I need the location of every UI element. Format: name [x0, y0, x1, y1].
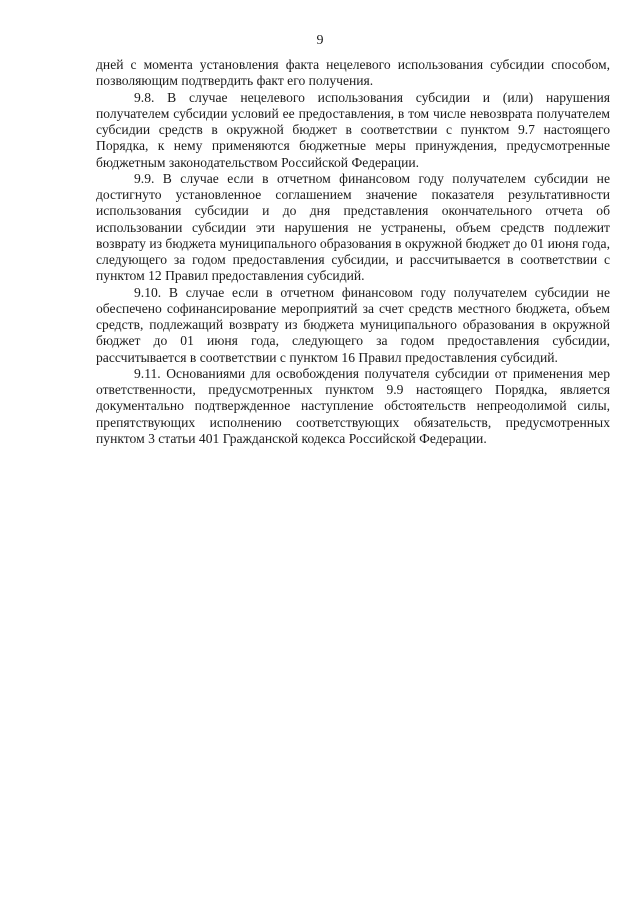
paragraph-9-10: 9.10. В случае если в отчетном финансовом году получателем субсидии не обеспечено софинансирование мероприятий за счет средств местного бюджета, объем средств, подлежащий возврату из бюджета муниципального образования в окружной бюджет до 01 июня года, следующего за годом предоставления субсидии, рассчитывается в соответствии с пунктом 16 Правил предоставления субсидий. — [96, 284, 610, 365]
paragraph-9-9: 9.9. В случае если в отчетном финансовом году получателем субсидии не достигнуто установленное соглашением значение показателя результативности использования субсидии и до дня представления окончательного отчета об использовании субсидии эти нарушения не устранены, объем средств подлежит возврату из бюджета муниципального образования в окружной бюджет до 01 июня года, следующего за годом предоставления субсидии, и рассчитывается в соответствии с пунктом 12 Правил предоставления субсидий. — [96, 170, 610, 284]
paragraph-9-11: 9.11. Основаниями для освобождения получателя субсидии от применения мер ответственности, предусмотренных пунктом 9.9 настоящего Порядка, является документально подтвержденное наступление обстоятельств непреодолимой силы, препятствующих исполнению соответствующих обязательств, предусмотренных пунктом 3 статьи 401 Гражданской кодекса Российской Федерации. — [96, 365, 610, 446]
paragraph-9-8: 9.8. В случае нецелевого использования субсидии и (или) нарушения получателем субсидии условий ее предоставления, в том числе невозврата получателем субсидии средств в окружной бюджет в соответствии с пунктом 9.7 настоящего Порядка, к нему применяются бюджетные меры принуждения, предусмотренные бюджетным законодательством Российской Федерации. — [96, 89, 610, 170]
document-body — [96, 57, 610, 447]
page-number: 9 — [316, 33, 324, 48]
paragraph-continuation: дней с момента установления факта нецелевого использования субсидии способом, позволяющим подтвердить факт его получения. — [96, 57, 610, 89]
